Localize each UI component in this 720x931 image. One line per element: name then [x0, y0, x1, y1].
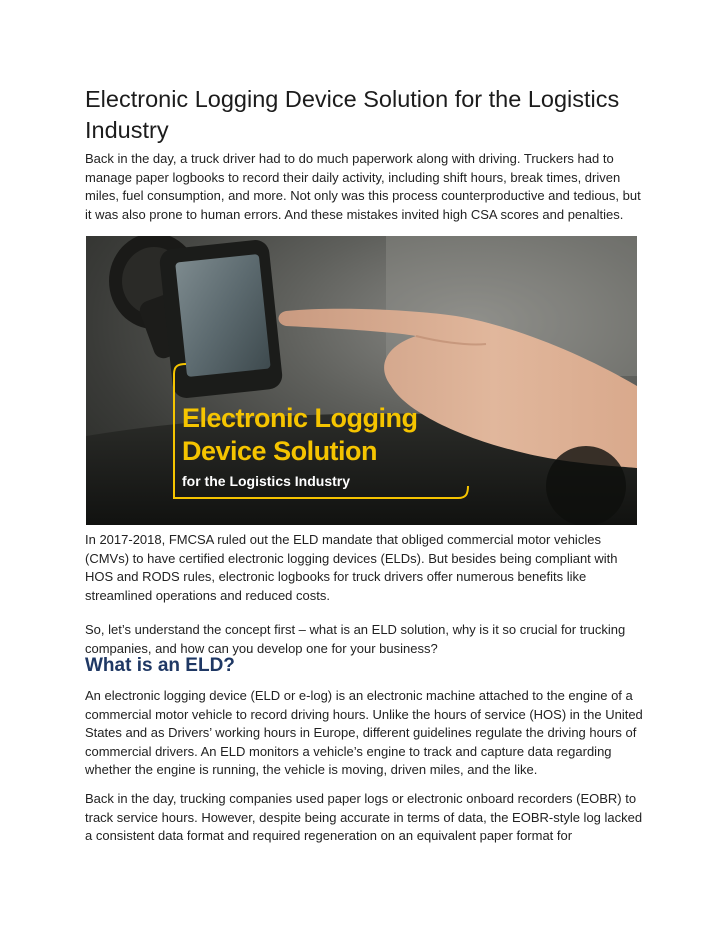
mandate-paragraph: In 2017-2018, FMCSA ruled out the ELD mandate that obliged commercial motor vehicles (CMVs) to have certified electronic logging devices (ELDs). But besides being compliant with HOS and RODS rules, electronic logbooks for truck drivers offer numerous benefits like streamlined operations and reduced costs. — [85, 532, 618, 603]
page-title: Electronic Logging Device Solution for the Logistics Industry — [85, 86, 620, 143]
hero-image — [86, 236, 637, 525]
history-paragraph: Back in the day, trucking companies used paper logs or electronic onboard recorders (EOBR) to track service hours. However, despite being accurate in terms of data, the EOBR-style log lacked a consistent data format and required regeneration on an equivalent paper format for — [85, 791, 643, 843]
hero-caption — [182, 402, 418, 493]
hero-title-line-2: Device Solution — [182, 436, 378, 466]
concept-paragraph: So, let’s understand the concept first – what is an ELD solution, why is it so crucial for trucking companies, and how can you develop one for your business? — [85, 622, 626, 656]
definition-paragraph: An electronic logging device (ELD or e-log) is an electronic machine attached to the engine of a commercial motor vehicle to record driving hours. Unlike the hours of service (HOS) in the United States and as Drivers’ working hours in Europe, different guidelines regulate the driving hours of commercial drivers. An ELD monitors a vehicle’s engine to track and capture data regarding whether the engine is running, the vehicle is moving, driven miles, and the like. — [85, 688, 643, 777]
intro-paragraph: Back in the day, a truck driver had to do much paperwork along with driving. Truckers had to manage paper logbooks to record their daily activity, including shift hours, break times, driven miles, fuel consumption, and more. Not only was this process counterproductive and tedious, but it was also prone to human errors. And these mistakes invited high CSA scores and penalties. — [85, 151, 641, 222]
section-heading-what-is-eld: What is an ELD? — [85, 655, 235, 676]
hero-title-line-1: Electronic Logging — [182, 403, 418, 433]
hero-subtitle: for the Logistics Industry — [182, 473, 351, 489]
